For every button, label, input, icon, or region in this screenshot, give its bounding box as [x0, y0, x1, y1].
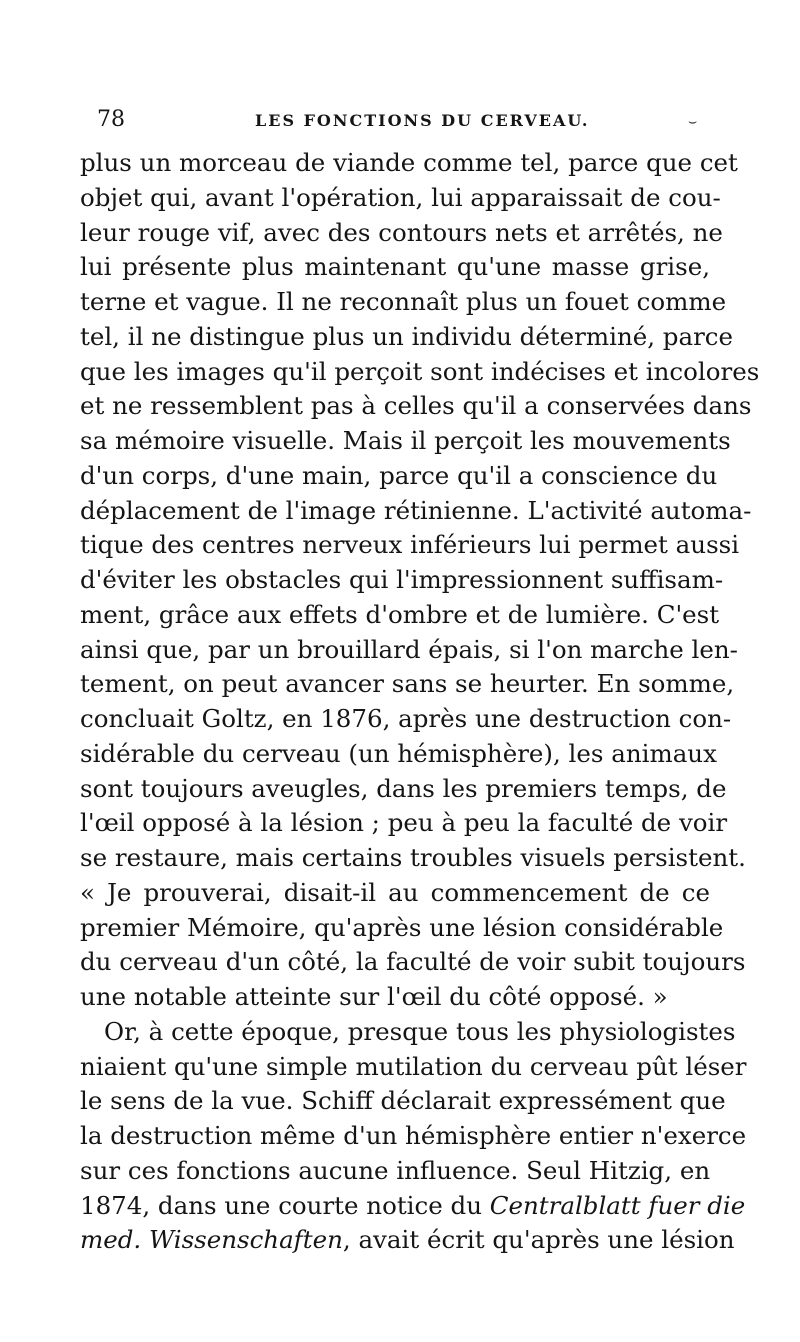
text-segment: 1874, dans une courte notice du: [80, 1190, 490, 1220]
text-line: [80, 980, 710, 1015]
text-segment: , avait écrit qu'après une lésion: [342, 1225, 735, 1255]
text-segment: et ne ressemblent pas à celles qu'il a conservées dans: [80, 391, 752, 421]
text-line: [80, 285, 727, 320]
text-segment: ment, grâce aux effets d'ombre et de lumière. C'est: [80, 599, 720, 629]
text-segment: sa mémoire visuelle. Mais il perçoit les mouvements: [80, 426, 731, 455]
text-segment: tel, il ne distingue plus un individu déterminé, parce: [80, 321, 734, 351]
text-segment: la destruction même d'un hémisphère entier n'exerce: [80, 1121, 747, 1150]
text-segment: plus un morceau de viande comme tel, parce que cet: [80, 148, 738, 177]
text-segment: tique des centres nerveux inférieurs lui permet aussi: [80, 530, 740, 560]
text-segment: « Je prouverai, disait-il au commencement de ce: [80, 877, 710, 907]
text-line: [80, 146, 738, 181]
text-segment: sont toujours aveugles, dans les premiers temps, de: [80, 773, 727, 803]
text-line: [80, 911, 724, 946]
text-line: [80, 667, 735, 702]
text-line: [80, 737, 717, 772]
text-segment: leur rouge vif, avec des contours nets et arrêtés, ne: [80, 217, 723, 247]
text-line: [80, 528, 740, 563]
text-line: [80, 1015, 736, 1050]
page-number: 78: [97, 107, 125, 132]
text-segment: tement, on peut avancer sans se heurter. En somme,: [80, 669, 735, 699]
text-segment: d'un corps, d'une main, parce qu'il a conscience du: [80, 460, 718, 490]
text-line: [80, 1189, 746, 1224]
text-line: [80, 459, 718, 494]
text-line: [80, 1223, 735, 1258]
text-segment: objet qui, avant l'opération, lui apparaissait de cou-: [80, 182, 721, 212]
text-line: [80, 563, 724, 598]
corner-mark: ⌣: [688, 114, 698, 130]
text-segment: d'éviter les obstacles qui l'impressionnent suffisam-: [80, 565, 724, 594]
text-line: [80, 841, 746, 876]
text-segment: niaient qu'une simple mutilation du cerveau pût léser: [80, 1051, 747, 1081]
text-segment: du cerveau d'un côté, la faculté de voir subit toujours: [80, 947, 746, 977]
text-line: [80, 1084, 726, 1119]
text-line: [80, 806, 728, 841]
text-line: [80, 389, 752, 424]
text-line: [80, 355, 760, 390]
text-line: [80, 945, 746, 980]
page-header: [0, 108, 800, 132]
text-line: [80, 216, 723, 251]
text-line: [80, 598, 720, 633]
text-line: [80, 633, 738, 668]
text-line: [80, 494, 752, 529]
text-line: [80, 181, 721, 216]
text-segment: lui présente plus maintenant qu'une masse grise,: [80, 252, 710, 282]
text-line: [80, 424, 731, 459]
text-segment: déplacement de l'image rétinienne. L'activité automa-: [80, 495, 752, 525]
text-segment: se restaure, mais certains troubles visuels persistent.: [80, 843, 746, 872]
text-line: [80, 876, 710, 911]
italic-text-segment: med. Wissenschaften: [80, 1225, 343, 1255]
body-text: [80, 146, 760, 1258]
text-line: [80, 320, 734, 355]
text-segment: une notable atteinte sur l'œil du côté opposé. »: [80, 982, 668, 1011]
text-segment: premier Mémoire, qu'après une lésion considérable: [80, 912, 724, 942]
text-line: [80, 250, 710, 285]
text-line: [80, 702, 732, 737]
text-line: [80, 1154, 710, 1189]
text-segment: Or, à cette époque, presque tous les physiologistes: [104, 1016, 736, 1046]
text-segment: le sens de la vue. Schiff déclarait expressément que: [80, 1086, 726, 1116]
running-title: LES FONCTIONS DU CERVEAU.: [255, 111, 590, 130]
text-segment: concluait Goltz, en 1876, après une destruction con-: [80, 704, 732, 733]
text-segment: l'œil opposé à la lésion ; peu à peu la faculté de voir: [80, 808, 728, 838]
text-segment: sur ces fonctions aucune influence. Seul Hitzig, en: [80, 1155, 711, 1185]
text-segment: que les images qu'il perçoit sont indécises et incolores: [80, 356, 760, 386]
text-segment: sidérable du cerveau (un hémisphère), les animaux: [80, 738, 717, 768]
text-line: [80, 1050, 747, 1085]
italic-text-segment: Centralblatt fuer die: [489, 1190, 746, 1220]
text-line: [80, 1119, 747, 1154]
text-segment: terne et vague. Il ne reconnaît plus un fouet comme: [80, 287, 727, 316]
text-line: [80, 772, 727, 807]
text-segment: ainsi que, par un brouillard épais, si l'on marche len-: [80, 634, 738, 664]
